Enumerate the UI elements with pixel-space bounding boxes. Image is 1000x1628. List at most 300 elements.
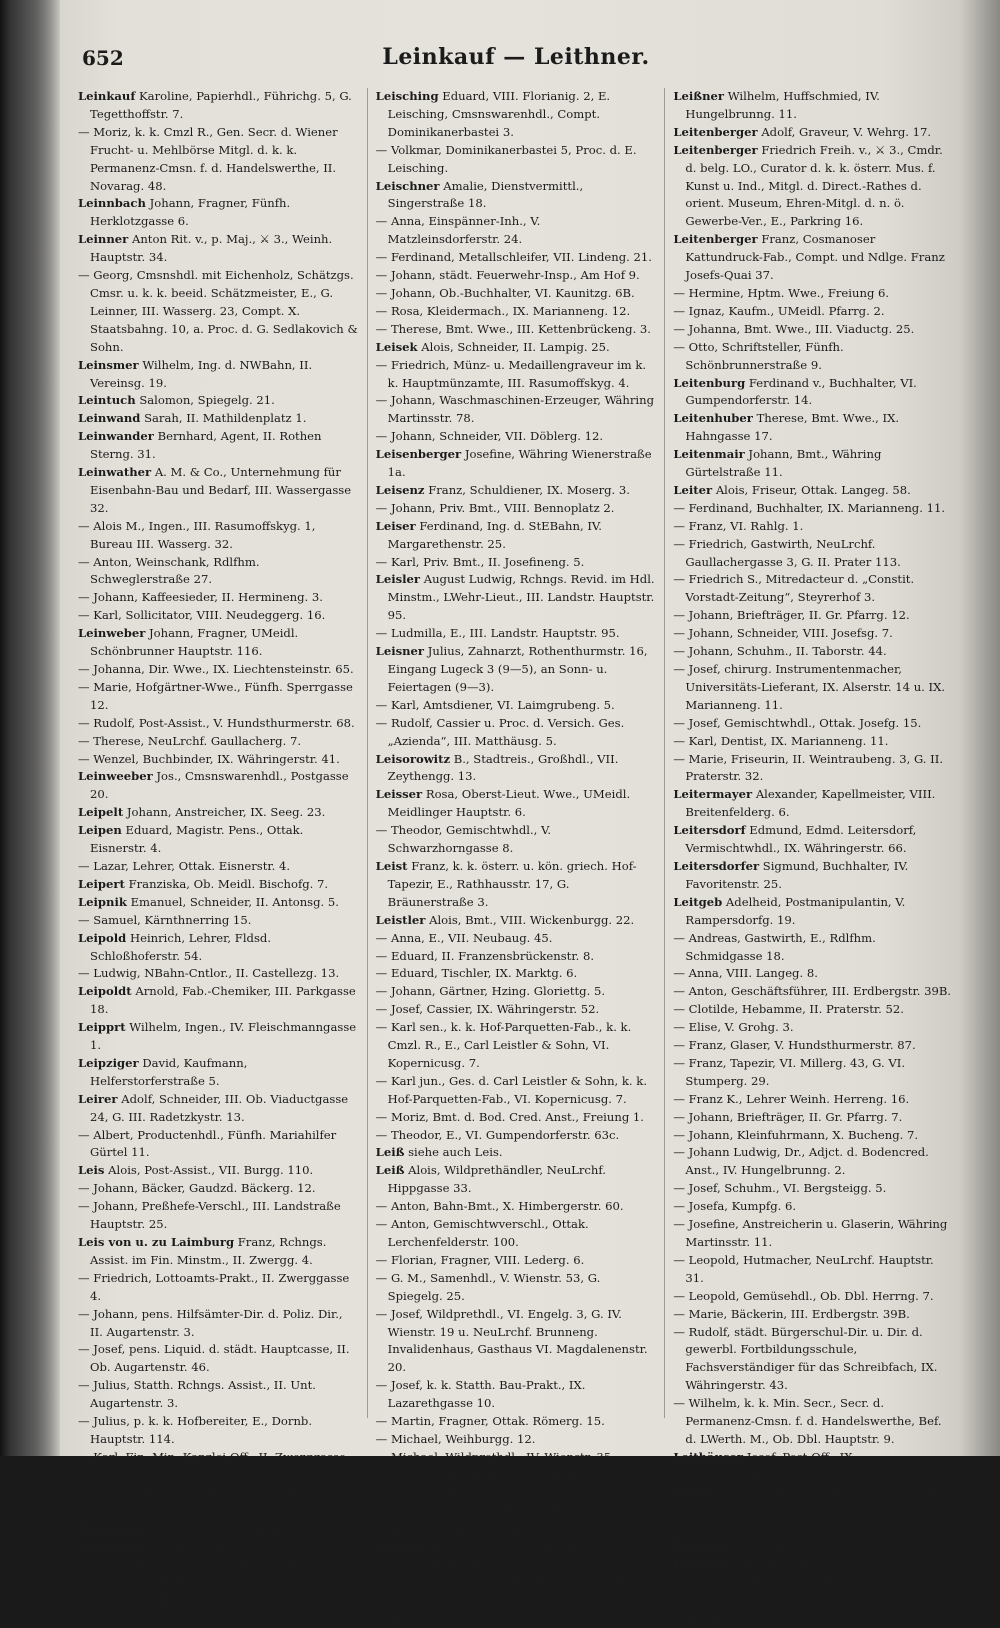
- directory-entry: [673, 124, 954, 142]
- directory-entry: [78, 554, 359, 590]
- directory-entry: [673, 1485, 954, 1539]
- directory-entry: [376, 1144, 657, 1162]
- columns-container: [78, 88, 954, 1626]
- entry-text: Jos., Cmsnswarenhdl., Postgasse 20.: [90, 769, 349, 802]
- directory-entry: [673, 1198, 954, 1216]
- directory-entry: [376, 571, 657, 625]
- directory-entry: [673, 88, 954, 124]
- entry-text: — Johann, Kleinfuhrmann, X. Bucheng. 7.: [673, 1127, 919, 1142]
- entry-surname: Leinnbach: [78, 196, 146, 211]
- entry-text: Franz, k. k. österr. u. kön. griech. Hof-Tapezir, E., Rathhausstr. 17, G. Bräunerstraße 3.: [387, 858, 637, 909]
- entry-text: — Marie, Bäckerin, III. Erdbergstr. 39B.: [673, 1306, 910, 1321]
- entry-text: Ferdinand v., Buchhalter, VI. Gumpendorferstr. 14.: [685, 375, 917, 408]
- entry-surname: Leipold: [78, 930, 127, 945]
- entry-text: — Anna, VIII. Langeg. 8.: [673, 966, 818, 981]
- entry-surname: Leiß: [375, 1163, 405, 1178]
- entry-text: — Johann, Briefträger, II. Gr. Pfarrg. 12.: [673, 608, 910, 623]
- entry-text: — Friedrich S., Mitredacteur d. „Constit. Vorstadt-Zeitung“, Steyrerhof 3.: [673, 572, 915, 605]
- directory-entry: [78, 267, 359, 357]
- directory-entry: [78, 1127, 359, 1163]
- entry-text: Julius, Zahnarzt, Rothenthurmstr. 16, Eingang Lugeck 3 (9—5), an Sonn- u. Feiertagen (9—3).: [387, 644, 648, 694]
- entry-text: Bernhard, Agent, II. Rothen Sterng. 31.: [90, 429, 322, 462]
- directory-entry: [78, 410, 359, 428]
- directory-entry: [376, 1574, 657, 1628]
- entry-surname: Leinwander: [78, 429, 154, 444]
- entry-text: Sarah, II. Mathildenplatz 1.: [144, 411, 307, 426]
- entry-text: — Friedrich, Gastwirth, NeuLrchf. Gaullachergasse 3, G. II. Prater 113.: [673, 536, 901, 569]
- directory-entry: [673, 1288, 954, 1306]
- directory-entry: [376, 1377, 657, 1413]
- directory-entry: [376, 285, 657, 303]
- entry-text: — Eduard, II. Franzensbrückenstr. 8.: [375, 948, 595, 963]
- directory-entry: [376, 1538, 657, 1556]
- entry-text: — Josef, pens. Liquid. d. städt. Hauptcasse, II. Ob. Augartenstr. 46.: [78, 1342, 350, 1375]
- entry-surname: Leitenmair: [673, 447, 745, 462]
- entry-text: — Eduard, Tischler, IX. Marktg. 6.: [375, 966, 578, 981]
- entry-surname: Leipen: [78, 823, 122, 838]
- directory-entry: [673, 1109, 954, 1127]
- directory-entry: [376, 88, 657, 142]
- directory-entry: [376, 1198, 657, 1216]
- directory-entry: [376, 303, 657, 321]
- entry-text: Eduard, VIII. Florianig. 2, E. Leisching, Cmsnswarenhdl., Compt. Dominikanerbastei 3.: [387, 89, 611, 139]
- entry-text: Eduard, PhDr., Dir.-Secr. und Kanzlei-Vorst., zugleich Custos-Stellvertr. am k. k. Mus. f. K. u. J., k. k. Lieut. in d. Res., VI. Getreidemarkt 11.: [90, 1539, 355, 1608]
- entry-surname: Leipprt: [78, 1020, 126, 1035]
- directory-entry: [78, 1341, 359, 1377]
- directory-entry: [376, 1556, 657, 1574]
- directory-entry: [673, 786, 954, 822]
- directory-entry: [78, 1538, 359, 1610]
- entry-surname: Leischner: [375, 178, 440, 193]
- entry-text: — Ernestine, Bmt. Wwe., Währing Schulg. 69.: [673, 1575, 944, 1590]
- entry-text: — Josef, chirurg. Instrumentenmacher, Universitäts-Lieferant, IX. Alserstr. 14 u. IX. Marianneng. 11.: [673, 662, 946, 712]
- directory-entry: [673, 1449, 954, 1485]
- directory-entry: [376, 249, 657, 267]
- entry-text: — s. a. Leys von und zu Leimburg.: [78, 1503, 281, 1518]
- entry-text: Karoline, Papierhdl., Führichg. 5, G. Tegetthoffstr. 7.: [90, 89, 352, 121]
- directory-entry: [376, 1109, 657, 1127]
- directory-entry: [78, 231, 359, 267]
- entry-text: — Sidonie, Rgts.-Arzt-Wwe., Singerstr. 7.: [78, 1485, 320, 1500]
- directory-entry: [78, 1180, 359, 1198]
- entry-surname: Leisching: [78, 1539, 141, 1554]
- directory-entry: [376, 822, 657, 858]
- entry-text: — Ignaz, Kaufm., UMeidl. Pfarrg. 2.: [673, 303, 885, 318]
- entry-text: Wilhelm, Ing. d. NWBahn, II. Vereinsg. 19.: [90, 357, 313, 390]
- entry-text: — Sebastian, Tischler, III. Stanislausg. 3, Ges. d. Käß & Leißner, Tischlerholzhdl., III. Hohlwegg. 32.: [375, 1575, 647, 1626]
- entry-text: — Leopold, Hutmacher, NeuLrchf. Hauptstr. 31.: [673, 1252, 934, 1285]
- entry-surname: Leitenberger: [673, 142, 758, 157]
- entry-surname: Leisler: [375, 572, 421, 587]
- directory-entry: [673, 482, 954, 500]
- directory-entry: [376, 1127, 657, 1145]
- directory-entry: [673, 518, 954, 536]
- directory-entry: [376, 697, 657, 715]
- directory-entry: [376, 1431, 657, 1449]
- directory-entry: [673, 965, 954, 983]
- directory-entry: [78, 894, 359, 912]
- page-header: [78, 42, 954, 82]
- entry-text: — Johann, Briefträger, II. Gr. Pfarrg. 7.: [673, 1109, 903, 1124]
- entry-text: — Johann, Schneider, VIII. Josefsg. 7.: [673, 626, 893, 641]
- entry-text: — Ferdinand, Metallschleifer, VII. Lindeng. 21.: [375, 250, 652, 265]
- directory-entry: [376, 446, 657, 482]
- entry-text: — Moriz, k. k. Cmzl R., Gen. Secr. d. Wiener Frucht- u. Mehlbörse Mitgl. d. k. k. Permanenz-Cmsn. f. d. Handelswerthe, II. Novarag. 48.: [78, 124, 338, 193]
- entry-text: Josef, Briefträger, Hnls. Herrng. 11.: [430, 1539, 642, 1554]
- entry-text: — Rudolf, städt. Bürgerschul-Dir. u. Dir. d. gewerbl. Fortbildungsschule, Fachsverständiger für das Schreibfach, IX. Währingerstr. 43.: [673, 1324, 938, 1393]
- directory-entry: [376, 1019, 657, 1073]
- directory-entry: [78, 1162, 359, 1180]
- entry-text: — Johann, Gärtner, Hzing. Gloriettg. 5.: [375, 984, 606, 999]
- entry-text: — Clotilde, Hebamme, II. Praterstr. 52.: [673, 1002, 904, 1017]
- directory-entry: [673, 321, 954, 339]
- directory-entry: [376, 267, 657, 285]
- entry-text: — Leopold, Gemüsehdl., Ob. Dbl. Herrng. 7.: [673, 1288, 934, 1303]
- entry-text: Franz, Cosmanoser Kattundruck-Fab., Compt. und Ndlge. Franz Josefs-Quai 37.: [685, 232, 945, 283]
- directory-entry: [376, 1270, 657, 1306]
- directory-entry: [376, 1503, 657, 1521]
- entry-surname: Leinkauf: [78, 89, 136, 103]
- directory-entry: [78, 607, 359, 625]
- entry-surname: Leitenhuber: [673, 411, 753, 426]
- directory-entry: [78, 1270, 359, 1306]
- page-number: 652: [82, 46, 124, 70]
- entry-text: — Anna, Einspänner-Inh., V. Matzleinsdorferstr. 24.: [375, 214, 541, 247]
- directory-entry: [376, 912, 657, 930]
- entry-text: Sigmund, Buchhalter, IV. Favoritenstr. 25.: [685, 858, 909, 891]
- directory-entry: [78, 912, 359, 930]
- entry-text: — Hermine, Hptm. Wwe., Freiung 6.: [673, 285, 890, 300]
- directory-entry: [673, 1037, 954, 1055]
- directory-entry: [78, 983, 359, 1019]
- entry-text: — Karl, Amtsdiener, VI. Laimgrubeng. 5.: [375, 697, 615, 712]
- directory-entry: [673, 536, 954, 572]
- directory-entry: [78, 1503, 359, 1521]
- entry-text: — Johann Ludwig, Dr., Adjct. d. Bodencred. Anst., IV. Hungelbrunng. 2.: [673, 1145, 929, 1178]
- entry-text: Alois, Wildprethändler, NeuLrchf. Hippgasse 33.: [387, 1163, 606, 1196]
- directory-entry: [78, 858, 359, 876]
- entry-text: — Johann, Bäcker, Gaudzd. Bäckerg. 12.: [78, 1181, 316, 1196]
- directory-entry: [78, 392, 359, 410]
- entry-surname: Leiter: [673, 482, 713, 497]
- directory-entry: [78, 1377, 359, 1413]
- entry-text: — Samuel, Kärnthnerring 15.: [78, 912, 252, 927]
- entry-text: — Wilhelm, k. k. Min. Secr., Secr. d. Permanenz-Cmsn. f. d. Handelswerthe, Bef. d. LWerth. M., Ob. Dbl. Hauptstr. 9.: [673, 1396, 942, 1446]
- directory-entry: [376, 858, 657, 912]
- entry-surname: Leipnik: [78, 894, 127, 909]
- entry-text: Ferdinand, Ing. d. StEBahn, IV. Margarethenstr. 25.: [387, 518, 602, 551]
- entry-text: — Wenzel, Buchbinder, IX. Währingerstr. 41.: [78, 751, 340, 766]
- directory-entry: [78, 1413, 359, 1449]
- entry-text: — Karl, Dentist, IX. Marianneng. 11.: [673, 733, 889, 748]
- entry-text: — Franz K., Lehrer Weinh. Herreng. 16.: [673, 1091, 910, 1106]
- directory-entry: [78, 464, 359, 518]
- entry-text: Amalie, Dienstvermittl., Singerstraße 18.: [387, 178, 584, 211]
- directory-entry: [673, 715, 954, 733]
- entry-text: — Karl jun., Ges. d. Carl Leistler & Sohn, k. k. Hof-Parquetten-Fab., VI. Kopernicusg. 7.: [375, 1073, 648, 1106]
- running-head: Leinkauf — Leithner.: [382, 44, 650, 70]
- column-divider: [664, 88, 665, 1418]
- entry-text: — Josef, Wildprethdl., VI. Engelg. 3, G. IV. Wienstr. 19 u. NeuLrchf. Brunneng. Invalidenhaus, Gasthaus VI. Magdalenenstr. 20.: [375, 1306, 648, 1375]
- entry-text: Josefine, Währing Wienerstraße 1a.: [387, 447, 652, 480]
- directory-entry: [673, 751, 954, 787]
- directory-entry: [376, 625, 657, 643]
- entry-text: Franz, Rchngs. Assist. im Fin. Minstm., II. Zwergg. 4.: [90, 1235, 327, 1267]
- entry-surname: Leinwather: [78, 465, 152, 480]
- directory-entry: [376, 1162, 657, 1198]
- entry-surname: Leitenberger: [673, 232, 758, 247]
- directory-entry: [78, 195, 359, 231]
- directory-entry: [78, 822, 359, 858]
- directory-entry: [78, 88, 359, 124]
- entry-text: — Franz, VI. Rahlg. 1.: [673, 518, 804, 533]
- directory-entry: [376, 643, 657, 697]
- directory-entry: [673, 1538, 954, 1556]
- entry-text: Johann, Bmt., Währing Gürtelstraße 11.: [685, 447, 882, 480]
- directory-entry: [376, 1467, 657, 1503]
- directory-entry: [376, 1306, 657, 1378]
- entry-text: — Theodor, E., VI. Gumpendorferstr. 63c.: [375, 1127, 620, 1142]
- entry-text: — Josef, k. k. Statth. Bau-Prakt., IX. Lazarethgasse 10.: [375, 1378, 586, 1411]
- entry-text: — G. M., Samenhdl., V. Wienstr. 53, G. Spiegelg. 25.: [375, 1270, 601, 1303]
- directory-entry: [78, 357, 359, 393]
- directory-entry: [376, 1001, 657, 1019]
- directory-entry: [376, 715, 657, 751]
- directory-entry: [78, 876, 359, 894]
- entry-surname: Leisser: [375, 787, 423, 802]
- entry-text: Josef, Post-Off., IX. Liechtensteinstr. 77.: [685, 1449, 857, 1482]
- column-1: [78, 88, 359, 1608]
- entry-text: — Julius, Statth. Rchngs. Assist., II. Unt. Augartenstr. 3.: [78, 1378, 316, 1411]
- column-2: [375, 88, 657, 1626]
- directory-entry: [673, 1127, 954, 1145]
- entry-text: — Josefine, Anstreicherin u. Glaserin, Währing Martinsstr. 11.: [673, 1217, 948, 1249]
- directory-entry: [78, 1306, 359, 1342]
- entry-text: Alois, Bmt., VIII. Wickenburgg. 22.: [429, 912, 635, 927]
- directory-entry: [673, 625, 954, 643]
- entry-text: — Ludwig, NBahn-Cntlor., II. Castellezg. 13.: [78, 966, 340, 981]
- entry-text: David, Kaufmann, Helferstorferstraße 5.: [90, 1055, 248, 1088]
- directory-entry: [78, 930, 359, 966]
- entry-text: — Karl, Sollicitator, VIII. Neudeggerg. 16.: [78, 608, 326, 623]
- entry-text: — Rudolf, Cassier u. Proc. d. Versich. Ges. „Azienda“, III. Matthäusg. 5.: [375, 715, 625, 748]
- directory-entry: [673, 231, 954, 285]
- entry-text: — Johann, Schneider, VII. Döblerg. 12.: [375, 429, 604, 444]
- entry-text: — Marie, Hofgärtner-Wwe., Fünfh. Sperrgasse 12.: [78, 679, 353, 712]
- directory-entry: [78, 1521, 359, 1539]
- entry-text: — Karl, Fin. Min.-Kanzlei-Off., II. Zwerggasse 4.: [78, 1449, 346, 1482]
- directory-entry: [673, 1306, 954, 1324]
- entry-text: — Otto, Schriftsteller, Fünfh. Schönbrunnerstraße 9.: [673, 339, 844, 372]
- directory-entry: [673, 1055, 954, 1091]
- directory-entry: [78, 428, 359, 464]
- entry-text: Salomon, Spiegelg. 21.: [139, 393, 275, 408]
- entry-surname: Leitermayer: [673, 787, 753, 802]
- entry-text: — Franz, Cartonnagewarenfab., VII. Mariahilferstr. 118.: [673, 1593, 887, 1626]
- entry-text: — Anton, Geschäftsführer, III. Erdbergstr. 39B.: [673, 984, 952, 999]
- entry-text: — Johann, städt. Feuerwehr-Insp., Am Hof 9.: [375, 268, 640, 283]
- entry-surname: Leitenburg: [673, 375, 746, 390]
- entry-text: Adelheid, Postmanipulantin, V. Rampersdorfg. 19.: [685, 894, 906, 927]
- directory-entry: [376, 1216, 657, 1252]
- entry-text: — Johann, Priv. Bmt., VIII. Bennoplatz 2.: [375, 500, 615, 515]
- directory-entry: [673, 285, 954, 303]
- entry-text: Therese, Bmt. Wwe., IX. Hahngasse 17.: [685, 411, 900, 444]
- directory-entry: [673, 1324, 954, 1396]
- entry-text: — Johann, Kaffeesieder, II. Hermineng. 3.: [78, 590, 323, 605]
- directory-entry: [376, 554, 657, 572]
- directory-entry: [376, 1449, 657, 1467]
- directory-entry: [78, 751, 359, 769]
- directory-entry: [673, 661, 954, 715]
- entry-text: Anton Rit. v., p. Maj., ⚔ 3., Weinh. Hauptstr. 34.: [90, 232, 333, 265]
- entry-text: — Johann, Preßhefe-Verschl., III. Landstraße Hauptstr. 25.: [78, 1199, 341, 1232]
- directory-entry: [376, 482, 657, 500]
- directory-entry: [673, 571, 954, 607]
- entry-text: Johann, Fragner, UMeidl. Schönbrunner Hauptstr. 116.: [90, 626, 299, 659]
- entry-text: — Johann, Waschmaschinen-Erzeuger, Währing Martinsstr. 78.: [375, 393, 655, 426]
- directory-entry: [78, 1234, 359, 1270]
- entry-text: — Anton, Bahn-Bmt., X. Himbergerstr. 60.: [375, 1199, 624, 1214]
- directory-entry: [673, 446, 954, 482]
- directory-entry: [376, 357, 657, 393]
- entry-text: — Rosa, Kleidermach., IX. Marianneng. 12.: [375, 303, 631, 318]
- entry-surname: Leitersdorf: [673, 823, 746, 838]
- entry-surname: Leisenberger: [375, 447, 462, 462]
- entry-text: — Johanna, Dir. Wwe., IX. Liechtensteinstr. 65.: [78, 662, 354, 676]
- entry-surname: Leist: [375, 858, 408, 873]
- entry-text: — Anton, Gemischtwverschl., Ottak. Lerchenfelderstr. 100.: [375, 1217, 589, 1249]
- entry-text: — Anton, Weinschank, Rdlfhm. Schweglerstraße 27.: [78, 554, 260, 587]
- directory-entry: [78, 1091, 359, 1127]
- entry-text: — Alois M., Ingen., III. Rasumoffskyg. 1, Bureau III. Wasserg. 32.: [78, 518, 316, 551]
- entry-surname: Leinweber: [78, 626, 146, 641]
- entry-text: — Lazar, Lehrer, Ottak. Eisnerstr. 4.: [78, 858, 291, 873]
- entry-text: — Johanna, Bmt. Wwe., III. Viaductg. 25.: [673, 321, 915, 336]
- directory-entry: [673, 1395, 954, 1449]
- entry-text: — Karl sen., k. k. Hof-Parquetten-Fab., k. k. Cmzl. R., E., Carl Leistler & Sohn, VI. Kopernicusg. 7.: [375, 1020, 632, 1070]
- directory-entry: [376, 500, 657, 518]
- entry-text: — Josefa, Kumpfg. 6.: [673, 1199, 797, 1214]
- directory-page: [78, 42, 954, 1626]
- entry-text: — Franz, Glaser, V. Hundsthurmerstr. 87.: [673, 1038, 916, 1053]
- entry-text: Othmar, Lehrer, Donaufeld.: [151, 1521, 313, 1536]
- entry-text: — Friedrich, Lottoamts-Prakt., II. Zwerggasse 4.: [78, 1270, 350, 1303]
- entry-text: Friedrich Freih. v., ⚔ 3., Cmdr. d. belg. LO., Curator d. k. k. österr. Mus. f. Kunst u. Ind., Mitgl. d. Direct.-Rathes d. orient. Museum, Ehren-Mitgl. d. n. ö. Gewerbe-Ver., E., Parkring 16.: [685, 142, 943, 229]
- entry-surname: Leithner: [673, 1557, 729, 1572]
- column-divider: [367, 88, 368, 1418]
- entry-text: Alois, Friseur, Ottak. Langeg. 58.: [715, 482, 911, 497]
- directory-entry: [673, 607, 954, 625]
- entry-surname: Leis: [78, 1163, 105, 1178]
- entry-surname: Leipziger: [78, 1055, 139, 1070]
- entry-surname: Leipelt: [78, 805, 124, 820]
- entry-surname: Leiser: [375, 518, 416, 533]
- entry-text: siehe auch Leis.: [408, 1145, 503, 1160]
- directory-entry: [78, 1198, 359, 1234]
- directory-entry: [376, 392, 657, 428]
- directory-entry: [376, 321, 657, 339]
- entry-surname: Leithuer,: [673, 1539, 733, 1554]
- directory-entry: [78, 1485, 359, 1503]
- entry-surname: Leisek: [375, 339, 418, 354]
- entry-surname: Leinwand: [78, 411, 141, 426]
- directory-entry: [673, 1001, 954, 1019]
- directory-entry: [673, 410, 954, 446]
- entry-text: — Johann, Ob.-Buchhalter, VI. Kaunitzg. 6B.: [375, 285, 635, 300]
- entry-text: — Julius, p. k. k. Hofbereiter, E., Dornb. Hauptstr. 114.: [78, 1414, 313, 1446]
- entry-text: — Michael, Wildprethdl., IV. Wienstr. 35.: [375, 1449, 615, 1464]
- directory-entry: [673, 1091, 954, 1109]
- entry-text: — Andreas, Gastwirth, E., Rdlfhm. Schmidgasse 18.: [673, 930, 876, 963]
- directory-entry: [673, 142, 954, 232]
- directory-entry: [376, 1073, 657, 1109]
- entry-text: — Theodor, Gemischtwhdl., V. Schwarzhorngasse 8.: [375, 823, 552, 856]
- entry-text: — Josef, Cassier, IX. Währingerstr. 52.: [375, 1002, 600, 1017]
- entry-text: — Ludmilla, E., III. Landstr. Hauptstr. 95.: [375, 626, 620, 641]
- entry-text: — Rudolf, Post-Assist., V. Hundsthurmerstr. 68.: [78, 715, 355, 730]
- entry-text: — Michael, Weihburgg. 12.: [375, 1431, 536, 1446]
- entry-surname: Leitgeb: [673, 894, 723, 909]
- entry-text: Franziska, Ob. Meidl. Bischofg. 7.: [128, 876, 329, 891]
- entry-text: August Ludwig, Rchngs. Revid. im Hdl. Minstm., LWehr-Lieut., III. Landstr. Hauptstr. 95.: [387, 572, 655, 623]
- entry-text: Anna, E., VII. Kircheng. 13.: [732, 1557, 895, 1572]
- entry-text: Wilhelm, Huffschmied, IV. Hungelbrunng. 11.: [685, 89, 880, 121]
- entry-surname: Leitersdorfer: [673, 858, 760, 873]
- entry-text: — Marie, Näherin, VII. Neustiftg. 12.: [375, 1557, 595, 1572]
- directory-entry: [78, 715, 359, 733]
- directory-entry: [673, 1180, 954, 1198]
- entry-text: — Georg, Cmsnshdl. mit Eichenholz, Schätzgs. Cmsr. u. k. k. beeid. Schätzmeister, E., G. Leinner, III. Wasserg. 23, Compt. X. Staatsbahng. 10, a. Proc. d. G. Sedlakovich & Sohn.: [78, 268, 358, 354]
- directory-entry: [673, 1252, 954, 1288]
- directory-entry: [673, 339, 954, 375]
- directory-entry: [673, 822, 954, 858]
- entry-surname: Leithäuser: [673, 1449, 744, 1464]
- directory-entry: [673, 303, 954, 321]
- entry-text: A. M. & Co., Unternehmung für Eisenbahn-Bau und Bedarf, III. Wassergasse 32.: [90, 465, 352, 515]
- entry-text: Arnold, Fab.-Chemiker, III. Parkgasse 18.: [90, 984, 356, 1017]
- entry-text: — Johann, pens. Hilfsämter-Dir. d. Poliz. Dir., II. Augartenstr. 3.: [78, 1306, 343, 1339]
- directory-entry: [78, 625, 359, 661]
- column-3: [673, 88, 954, 1626]
- entry-surname: Leis von u. zu Laimburg: [78, 1235, 235, 1249]
- entry-text: — Josef, Schuhm., VI. Bergsteigg. 5.: [673, 1181, 887, 1196]
- entry-text: — Elise, V. Grohg. 3.: [673, 1020, 794, 1035]
- directory-entry: [78, 679, 359, 715]
- entry-text: Heinrich, Lehrer, Fldsd. Schloßhoferstr. 54.: [90, 930, 272, 963]
- directory-entry: [673, 733, 954, 751]
- directory-entry: [673, 1144, 954, 1180]
- directory-entry: [673, 1019, 954, 1037]
- directory-entry: [673, 894, 954, 930]
- directory-entry: [78, 804, 359, 822]
- book-spine-shadow: [0, 0, 60, 1456]
- directory-entry: [376, 428, 657, 446]
- directory-entry: [673, 643, 954, 661]
- directory-entry: [673, 858, 954, 894]
- directory-entry: [673, 500, 954, 518]
- entry-text: — Josef, Gemischtwhdl., Ottak. Josefg. 15.: [673, 715, 922, 730]
- entry-text: B., Stadtreis., Großhdl., VII. Zeythengg. 13.: [387, 751, 619, 784]
- directory-entry: [78, 965, 359, 983]
- entry-surname: Leinweeber: [78, 769, 153, 784]
- entry-text: Johann, Fragner, Fünfh. Herklotzgasse 6.: [90, 196, 291, 229]
- entry-surname: Leinsmer: [78, 357, 139, 372]
- directory-entry: [673, 1592, 954, 1628]
- directory-entry: [673, 983, 954, 1001]
- entry-text: — Volkmar, Dominikanerbastei 5, Proc. d. E. Leisching.: [375, 142, 637, 175]
- entry-text: — Moriz, Bmt. d. Bod. Cred. Anst., Freiung 1.: [375, 1109, 644, 1124]
